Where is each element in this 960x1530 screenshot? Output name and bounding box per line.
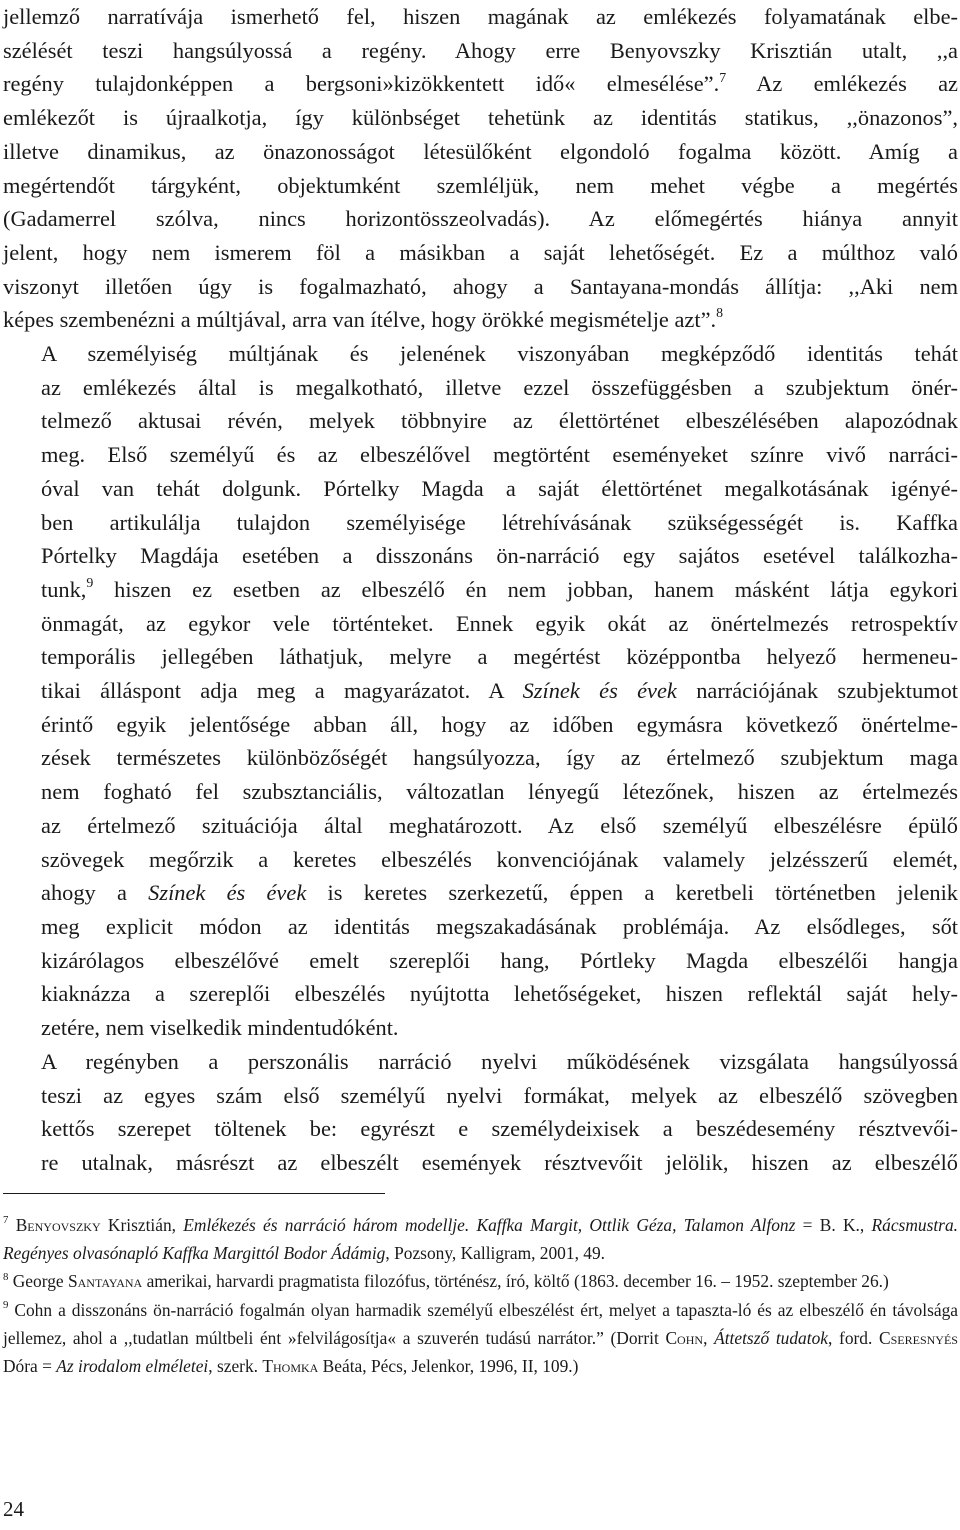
footnote: $^8$ George Santayana amerikai, harvardi pragmatista filozófus, történész, író, költő (1863. december 16. – 1952. szeptember 26.) bbox=[3, 1270, 889, 1292]
text-line: az emlékezés által is megalkotható, illetve ezzel összefüggésben a szubjektum önér- bbox=[41, 374, 958, 400]
text-line: megértendőt tárgyként, objektumként szemléljük, nem mehet végbe a megértés bbox=[3, 172, 958, 198]
footnote-ref: 9 bbox=[86, 576, 94, 592]
text-line: (Gadamerrel szólva, nincs horizontösszeolvadás). Az előmegértés hiánya annyit bbox=[3, 206, 958, 232]
footnote: $^9$ Cohn a disszonáns ön-narráció fogalmán olyan harmadik személyű elbeszélést ért, melyet a tapaszta-ló és az elbeszélő én távolsága jellemez, ahol a ,,tudatlan múltbeli ént »felvilágosítja« a szuverén tudású narrátor.” (Dorrit Cohn, Áttetsző tudatok, ford. Cseresnyés Dóra = Az irodalom elméletei, szerk. Thomka Beáta, Pécs, Jelenkor, 1996, II, 109.) bbox=[3, 1298, 958, 1377]
text-line: képes szembenézni a múltjával, arra van ítélve, hogy örökké megismételje azt”.$^8$ bbox=[3, 306, 724, 333]
italic-title: Rácsmustra. Regényes olvasónapló Kaffka Margittól Bodor Ádámig bbox=[3, 1215, 958, 1264]
text-line: regény tulajdonképpen a bergsoni»kizökkentett idő« elmesélése”.$^7$ Az emlékezés az bbox=[3, 70, 958, 97]
text-line: jellemző narratívája ismerhető fel, hiszen magának az emlékezés folyamatának elbe- bbox=[3, 4, 958, 29]
author-name: Cseresnyés bbox=[879, 1327, 958, 1348]
italic-title: Áttetsző tudatok bbox=[714, 1327, 828, 1348]
footnote-ref: 7 bbox=[719, 70, 727, 86]
text-line: kizárólagos elbeszélővé emelt szereplői hang, Pórtleky Magda elbeszélői hangja bbox=[41, 947, 958, 973]
text-line: A regényben a perszonális narráció nyelvi működésének vizsgálata hangsúlyossá bbox=[41, 1048, 958, 1074]
text-line: nem fogható fel szubsztanciális, változatlan lényegű létezőnek, hiszen az értelmezés bbox=[41, 779, 958, 805]
main-text bbox=[3, 0, 958, 1180]
text-line: zések természetes különbözőségét hangsúlyozza, így az értelmező szubjektum maga bbox=[41, 745, 958, 771]
italic-title: Színek és évek bbox=[148, 880, 307, 906]
author-name: Cohn bbox=[665, 1327, 704, 1348]
text-line: ben artikulálja tulajdon személyisége létrehívásának szükségességét is. Kaffka bbox=[41, 509, 958, 535]
text-line: illetve dinamikus, az önazonosságot létesülőként elgondoló fogalma között. Amíg a bbox=[3, 138, 958, 164]
text-line: kiaknázza a szereplői elbeszélés nyújtotta lehetőségeket, hiszen reflektál saját hely- bbox=[41, 981, 958, 1007]
italic-title: Emlékezés és narráció három modellje. Kaffka Margit, Ottlik Géza, Talamon Alfonz bbox=[183, 1215, 796, 1235]
text-line: temporális jellegében láthatjuk, melyre a megértést középpontba helyező hermeneu- bbox=[41, 644, 958, 670]
body-paragraph bbox=[3, 1045, 958, 1180]
text-line: önmagát, az egykor vele történteket. Ennek egyik okát az önértelmezés retrospektív bbox=[41, 610, 958, 636]
footnote-number: 8 bbox=[3, 1270, 9, 1283]
text-line: szélését teszi hangsúlyossá a regény. Ahogy erre Benyovszky Krisztián utalt, ,,a bbox=[3, 37, 958, 63]
italic-title: Az irodalom elméletei bbox=[56, 1356, 209, 1377]
text-line: zetére, nem viselkedik mindentudóként. bbox=[41, 1015, 399, 1041]
text-line: Pórtelky Magdája esetében a disszonáns ön-narráció egy sajátos esetével találkozha- bbox=[41, 543, 958, 569]
text-line: szövegek megőrzik a keretes elbeszélés konvenciójának valamely jelzésszerű elemét, bbox=[41, 846, 958, 872]
text-line: teszi az egyes szám első személyű nyelvi formákat, melyek az elbeszélő szövegben bbox=[41, 1082, 958, 1108]
text-line: re utalnak, másrészt az elbeszélt események résztvevőit jelölik, hiszen az elbeszélő bbox=[41, 1149, 958, 1175]
text-line: az értelmező szituációja által meghatározott. Az első személyű elbeszélésre épülő bbox=[41, 812, 958, 838]
text-line: kettős szerepet töltenek be: egyrészt e személydeixisek a beszédesemény résztvevői- bbox=[41, 1116, 958, 1142]
body-paragraph bbox=[3, 0, 958, 337]
text-line: telmező aktusai révén, melyek többnyire az élettörténet elbeszélésében alapozódnak bbox=[41, 408, 958, 434]
text-line: emlékezőt is újraalkotja, így különbséget tehetünk az identitás statikus, ,,önazonos”, bbox=[3, 105, 958, 131]
page-number: 24 bbox=[3, 1497, 24, 1521]
text-line: viszonyt illetően úgy is fogalmazható, ahogy a Santayana-mondás állítja: ,,Aki nem bbox=[3, 273, 958, 299]
author-name: Benyovszky bbox=[15, 1215, 101, 1235]
text-line: A személyiség múltjának és jelenének viszonyában megképződő identitás tehát bbox=[41, 341, 958, 367]
text-line: tunk,$^9$ hiszen ez esetben az elbeszélő én nem jobban, hanem másként látja egykori bbox=[41, 576, 958, 602]
footnote-separator bbox=[3, 1193, 385, 1194]
document-page bbox=[3, 0, 958, 1180]
text-line: ahogy a Színek és évek is keretes szerkezetű, éppen a keretbeli történetben jelenik bbox=[41, 880, 958, 906]
text-line: meg explicit módon az identitás megszakadásának problémája. Az elsődleges, sőt bbox=[41, 913, 958, 939]
footnote-number: 9 bbox=[3, 1298, 9, 1311]
footnote-number: 7 bbox=[3, 1214, 9, 1227]
text-line: meg. Első személyű és az elbeszélővel megtörtént eseményeket színre vivő narráci- bbox=[41, 442, 958, 468]
author-name: Thomka bbox=[262, 1356, 319, 1377]
text-line: jelent, hogy nem ismerem föl a másikban a saját lehetőségét. Ez a múlthoz való bbox=[3, 239, 958, 265]
footnote-ref: 8 bbox=[716, 306, 724, 322]
text-line: tikai álláspont adja meg a magyarázatot. A Színek és évek narrációjának szubjektumot bbox=[41, 678, 959, 704]
body-paragraph bbox=[3, 337, 958, 1045]
italic-title: Színek és évek bbox=[522, 678, 677, 704]
text-line: óval van tehát dolgunk. Pórtelky Magda a saját élettörténet megalkotásának igényé- bbox=[41, 475, 958, 501]
footnote: $^7$ Benyovszky Krisztián, Emlékezés és narráció három modellje. Kaffka Margit, Ottlik Géza, Talamon Alfonz = B. K., Rácsmustra. Regényes olvasónapló Kaffka Margittól Bodor Ádámig, Pozsony, Kalligram, 2001, 49. bbox=[3, 1214, 958, 1264]
author-name: Santayana bbox=[67, 1271, 143, 1292]
text-line: érintő egyik jelentősége abban áll, hogy az időben egymásra következő önértelme- bbox=[41, 711, 958, 737]
footnotes bbox=[3, 1211, 958, 1380]
